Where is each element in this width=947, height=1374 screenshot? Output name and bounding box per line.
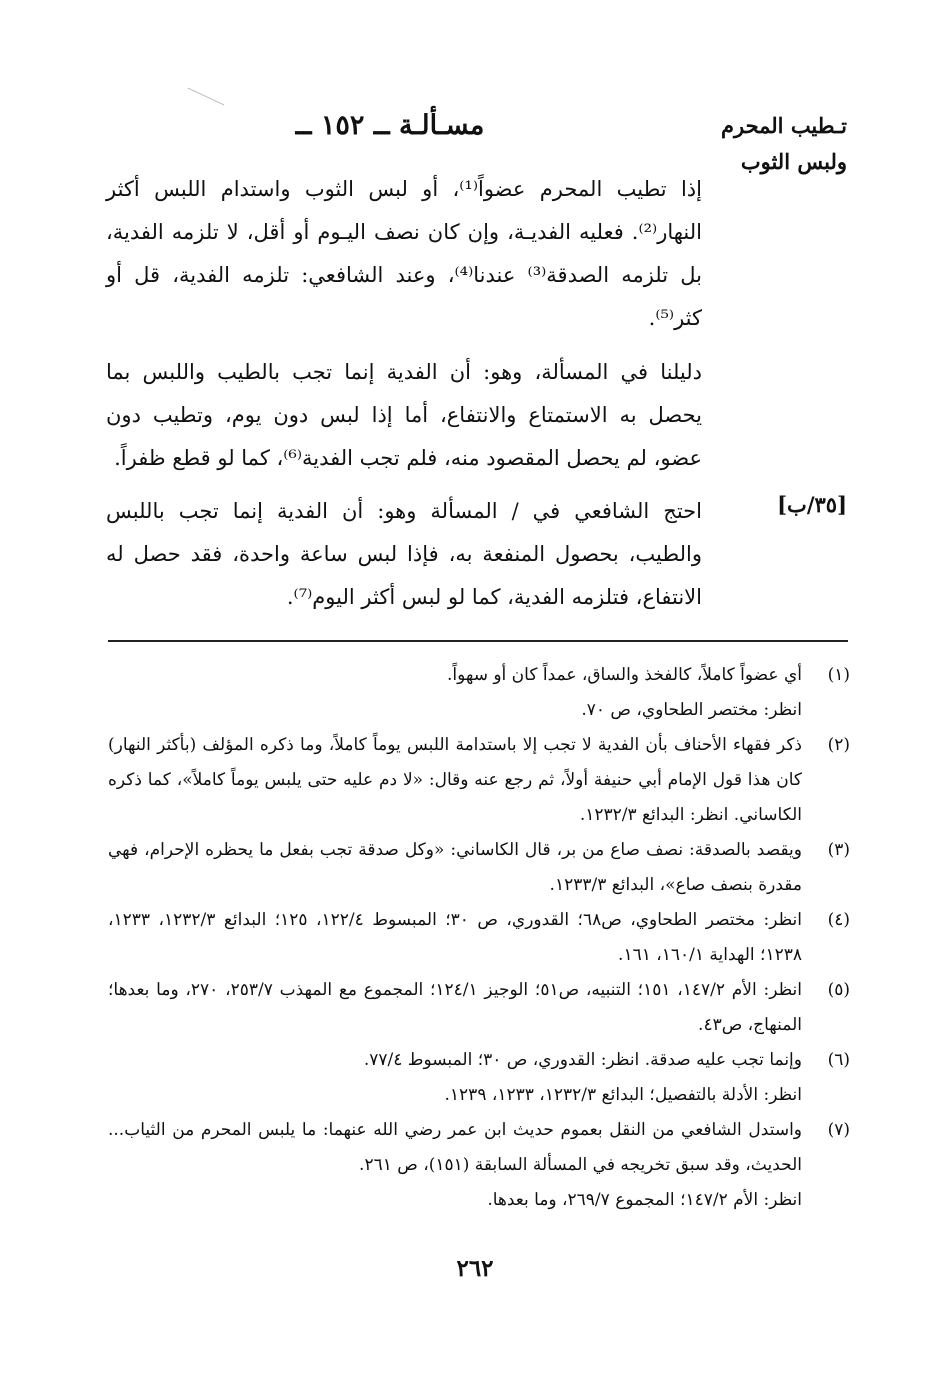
footnote-number: (٢) [827,735,850,755]
footnote-number: (٣) [827,840,850,860]
footnote-number: (٧) [827,1120,850,1140]
footnote-text: انظر: الأم ١٤٧/٢؛ المجموع ٢٦٩/٧، وما بعدها. [487,1190,802,1210]
footnote-number: (٦) [827,1050,850,1070]
margin-topic-line-2: ولبس الثوب [740,149,847,174]
footnote-divider [108,640,848,642]
footnote-3 [108,833,850,903]
paragraph-evidence: دليلنا في المسألة، وهو: أن الفدية إنما تجب بالطيب واللبس بما يحصل به الاستمتاع والانتفاع، أما إذا لبس دون يوم، وتطيب دون عضو، لم يحصل المقصود منه، فلم تجب الفدية⁽⁶⁾، كما لو قطع ظفراً. [106,360,702,470]
manuscript-folio-ref: [٣٥/ب] [777,492,847,517]
paragraph-shafii-argument: احتج الشافعي في / المسألة وهو: أن الفدية إنما تجب باللبس والطيب، بحصول المنفعة به، فإذا لبس ساعة واحدة، فقد حصل له الانتفاع، فتلزمه الفدية، كما لو لبس أكثر اليوم⁽⁷⁾. [106,499,702,609]
footnote-text: واستدل الشافعي من النقل بعموم حديث ابن عمر رضي الله عنهما: ما يلبس المحرم من الثياب... الحديث، وقد سبق تخريجه في المسألة السابقة (١٥١)، ص ٢٦١. [108,1120,802,1175]
issue-title: مسـألـة ــ ١٥٢ ــ [295,110,485,141]
footnote-1 [108,658,850,728]
footnote-6 [108,1043,850,1113]
footnote-number: (٥) [827,980,850,1000]
footnote-text: انظر: الأم ١٤٧/٢، ١٥١؛ التنبيه، ص٥١؛ الوجيز ١٢٤/١؛ المجموع مع المهذب ٢٥٣/٧، ٢٧٠، وما بعدها؛ المنهاج، ص٤٣. [108,980,802,1035]
footnote-4 [108,903,850,973]
footnotes [108,658,850,1218]
footnote-5 [108,973,850,1043]
margin-topic-label [707,108,847,180]
margin-topic-line-1: تـطيب المحرم [720,113,847,138]
footnote-text: انظر: مختصر الطحاوي، ص ٧٠. [581,700,802,720]
paragraph-ruling: إذا تطيب المحرم عضواً⁽¹⁾، أو لبس الثوب واستدام اللبس أكثر النهار⁽²⁾. فعليه الفديـة، وإن كان نصف اليـوم أو أقل، لا تلزمه الفدية، بل تلزمه الصدقة⁽³⁾ عندنا⁽⁴⁾، وعند الشافعي: تلزمه الفدية، قل أو كثر⁽⁵⁾. [106,177,703,330]
footnote-7 [108,1113,850,1218]
page-number: ٢٦٢ [456,1255,494,1282]
footnote-text: انظر: مختصر الطحاوي، ص٦٨؛ القدوري، ص ٣٠؛ المبسوط ١٢٢/٤، ١٢٥؛ البدائع ١٢٣٢/٣، ١٢٣٣، ١٢٣٨؛ الهداية ١٦٠/١، ١٦١. [108,910,802,965]
scan-artifact [188,88,225,106]
footnote-2 [108,728,850,833]
footnote-text: ذكر فقهاء الأحناف بأن الفدية لا تجب إلا باستدامة اللبس يوماً كاملاً، وما ذكره المؤلف (بأكثر النهار) كان هذا قول الإمام أبي حنيفة أولاً، ثم رجع عنه وقال: «لا دم عليه حتى يلبس يوماً كاملاً»، كما ذكره الكاساني. انظر: البدائع ١٢٣٢/٣. [108,735,802,825]
footnote-text: انظر: الأدلة بالتفصيل؛ البدائع ١٢٣٢/٣، ١٢٣٣، ١٢٣٩. [444,1085,802,1105]
footnote-number: (٤) [827,910,850,930]
footnote-number: (١) [827,665,850,685]
footnote-text: وإنما تجب عليه صدقة. انظر: القدوري، ص ٣٠؛ المبسوط ٧٧/٤. [363,1050,802,1070]
footnote-text: أي عضواً كاملاً، كالفخذ والساق، عمداً كان أو سهواً. [446,665,802,685]
footnote-text: ويقصد بالصدقة: نصف صاع من بر، قال الكاساني: «وكل صدقة تجب بفعل ما يحظره الإحرام، فهي مقدرة بنصف صاع»، البدائع ١٢٣٣/٣. [108,840,802,895]
